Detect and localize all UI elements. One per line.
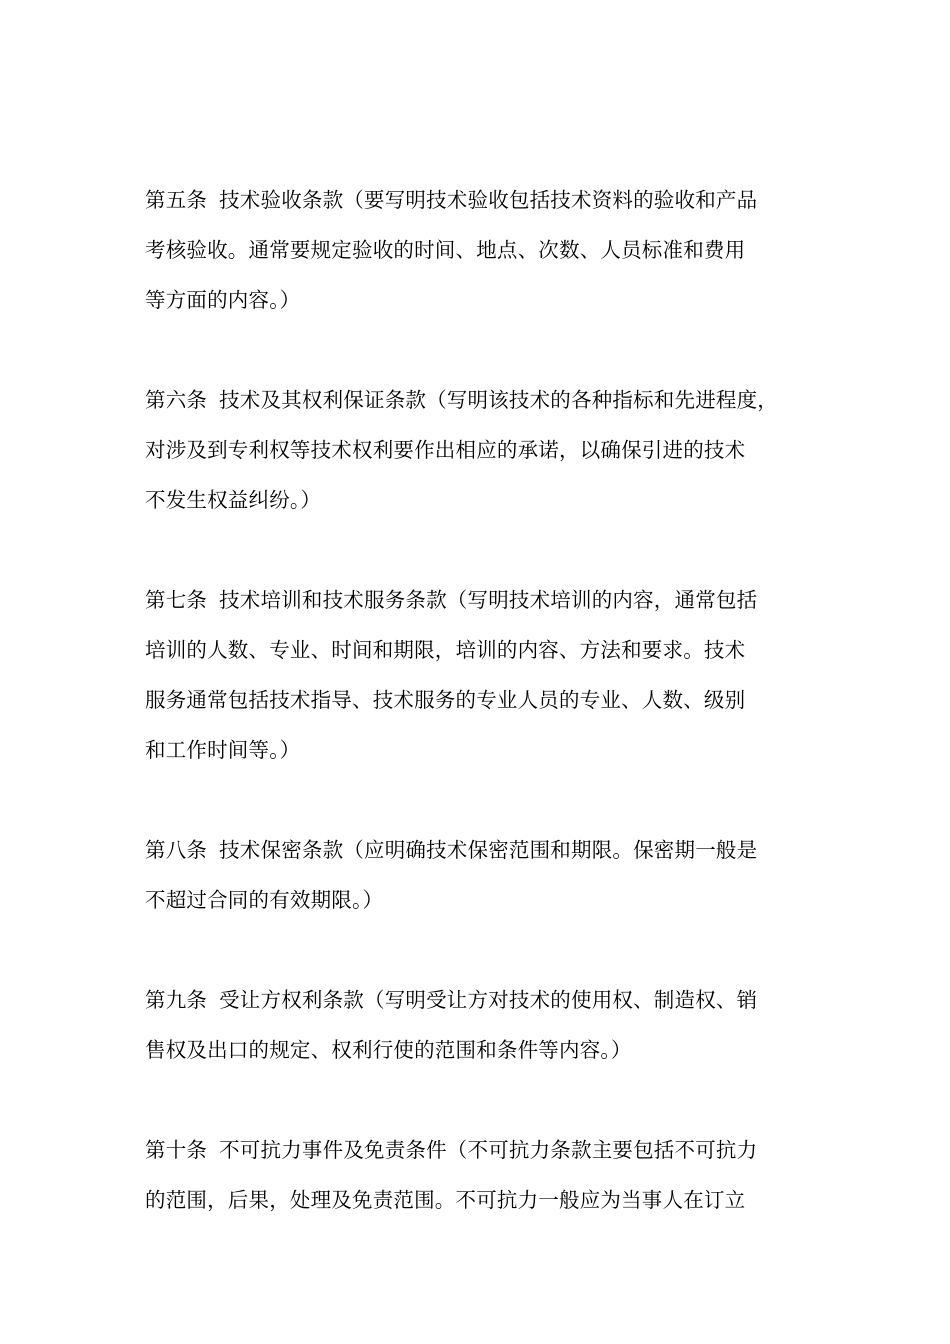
article-6-number: 第六条 <box>145 388 208 412</box>
article-7-text-1: 技术培训和技术服务条款（写明技术培训的内容，通常包括 <box>219 588 758 612</box>
article-10-number: 第十条 <box>145 1138 208 1162</box>
article-5-text-1: 技术验收条款（要写明技术验收包括技术资料的验收和产品 <box>219 188 758 212</box>
article-5-line-1 <box>145 186 825 214</box>
article-8-text-1: 技术保密条款（应明确技术保密范围和期限。保密期一般是 <box>219 838 758 862</box>
article-9-line-1 <box>145 986 825 1014</box>
article-6-line-1 <box>145 386 825 414</box>
article-6-line-3: 不发生权益纠纷。） <box>145 488 322 512</box>
article-5-line-3: 等方面的内容。） <box>145 288 301 312</box>
article-9-number: 第九条 <box>145 988 208 1012</box>
article-7-line-1 <box>145 586 825 614</box>
article-8-line-2: 不超过合同的有效期限。） <box>145 888 384 912</box>
article-7-line-4: 和工作时间等。） <box>145 738 301 762</box>
article-5-line-2: 考核验收。通常要规定验收的时间、地点、次数、人员标准和费用 <box>145 238 746 262</box>
article-5-number: 第五条 <box>145 188 208 212</box>
article-10-text-1: 不可抗力事件及免责条件（不可抗力条款主要包括不可抗力 <box>219 1138 758 1162</box>
article-7-number: 第七条 <box>145 588 208 612</box>
article-6-line-2: 对涉及到专利权等技术权利要作出相应的承诺，以确保引进的技术 <box>145 438 746 462</box>
article-10-line-2: 的范围，后果，处理及免责范围。不可抗力一般应为当事人在订立 <box>145 1188 746 1212</box>
article-7-line-2: 培训的人数、专业、时间和期限，培训的内容、方法和要求。技术 <box>145 638 746 662</box>
article-7-line-3: 服务通常包括技术指导、技术服务的专业人员的专业、人数、级别 <box>145 688 746 712</box>
article-8-line-1 <box>145 836 825 864</box>
article-9-text-1: 受让方权利条款（写明受让方对技术的使用权、制造权、销 <box>219 988 758 1012</box>
article-9-line-2: 售权及出口的规定、权利行使的范围和条件等内容。） <box>145 1038 632 1062</box>
article-6-text-1: 技术及其权利保证条款（写明该技术的各种指标和先进程度， <box>219 388 779 412</box>
article-10-line-1 <box>145 1136 825 1164</box>
article-8-number: 第八条 <box>145 838 208 862</box>
